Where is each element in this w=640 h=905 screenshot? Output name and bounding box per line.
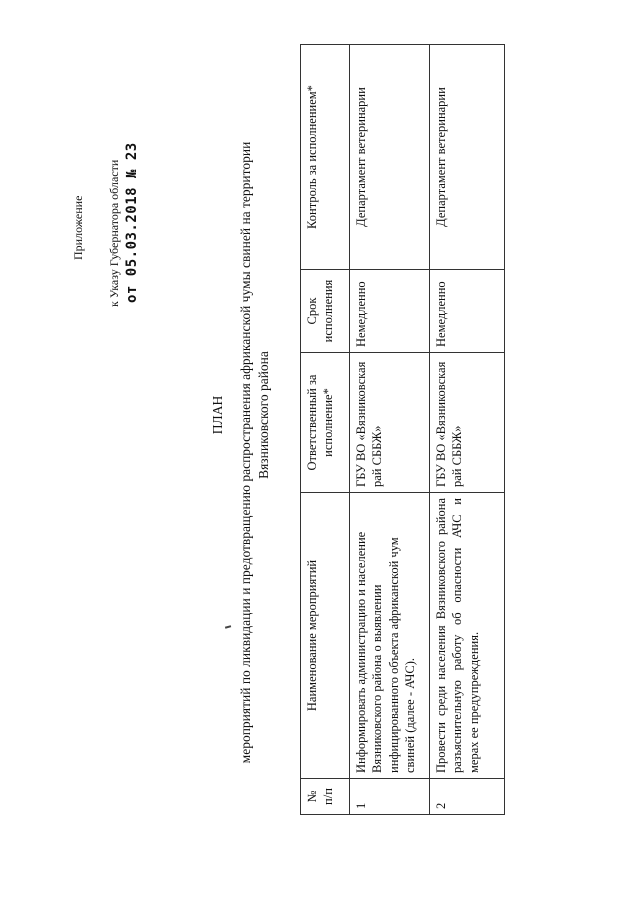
table-header-row [301,45,350,815]
row-term: Немедленно [350,270,430,353]
header-responsible: Ответственный за исполнение* [301,353,350,493]
decree-reference: к Указу Губернатора области [107,159,121,307]
row-control: Департамент ветеринарии [430,45,505,270]
table-row [430,45,505,815]
row-number: 2 [430,779,505,815]
appendix-label: Приложение [71,195,85,260]
table-row [350,45,430,815]
row-responsible: ГБУ ВО «Вязниковская рай СББЖ» [430,353,505,493]
plan-subtitle-line2: Вязниковского района [256,351,271,479]
row-responsible: ГБУ ВО «Вязниковская рай СББЖ» [350,353,430,493]
plan-table [300,44,505,815]
row-term: Немедленно [430,270,505,353]
header-activity: Наименование мероприятий [301,493,350,779]
header-number: № п/п [301,779,350,815]
row-activity: Провести среди населения Вязниковского района разъяснительную работу об опасности АЧС и мерах ее предупреждения. [430,493,505,779]
row-activity: Информировать администрацию и население Вязниковского района о выявлении инфицированного объекта африканской чум свиней (далее - АЧС). [350,493,430,779]
header-term: Срок исполнения [301,270,350,353]
date-number-stamp: от 05.03.2018 № 23 [124,142,140,303]
plan-subtitle-line1: мероприятий по ликвидации и предотвращению распространения африканской чумы свиней на территории [238,141,253,764]
row-number: 1 [350,779,430,815]
row-control: Департамент ветеринарии [350,45,430,270]
plan-heading: ПЛАН [210,395,225,435]
header-control: Контроль за исполнением* [301,45,350,270]
